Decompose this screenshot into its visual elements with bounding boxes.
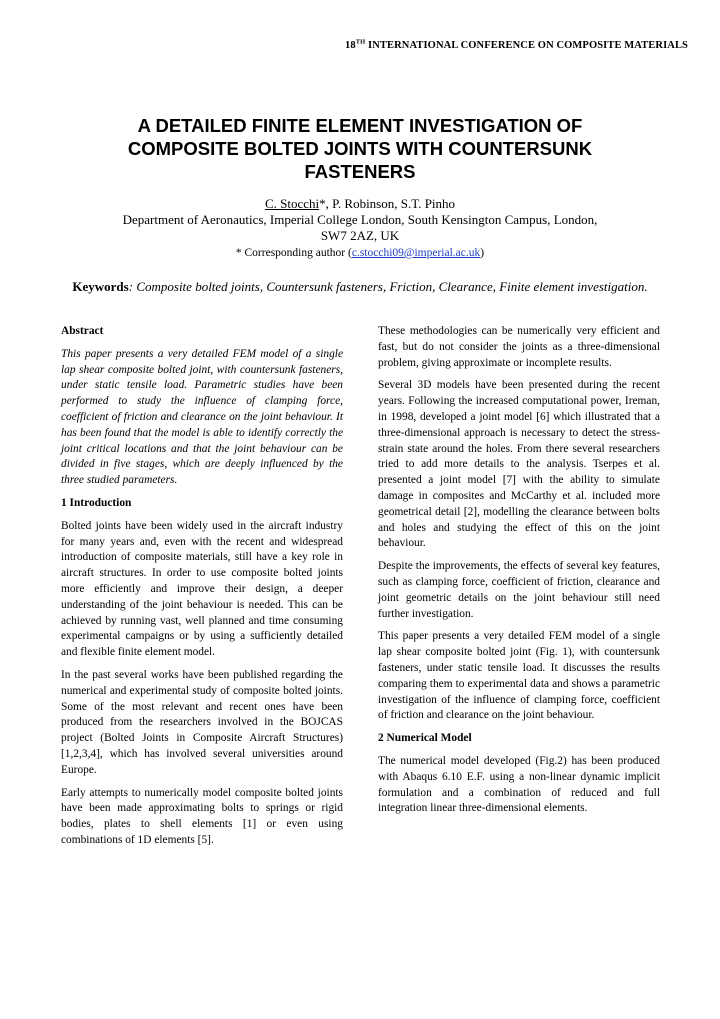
intro-paragraph-2: In the past several works have been published regarding the numerical and experimental study of composite bolted joints. Some of the most relevant and recent ones have been produced from the researchers involved in the BOJCAS project (Bolted Joints in Composite Aircraft Structures) [1,2,3,4], which has involved several universities around Europe. [61, 668, 343, 776]
left-column [61, 324, 343, 856]
numerical-model-heading: 2 Numerical Model [378, 732, 472, 745]
conf-name: INTERNATIONAL CONFERENCE ON COMPOSITE MATERIALS [365, 40, 688, 51]
abstract-heading: Abstract [61, 325, 104, 337]
intro-paragraph-1: Bolted joints have been widely used in the aircraft industry for many years and, even with the recent and widespread introduction of composite materials, still have a key role in aircraft structures. In order to use composite bolted joints more efficiently and improve their design, a deeper understanding of the joint behaviour is needed. This can be achieved by running vast, well planned and time consuming experimental campaigns or by using a sufficiently detailed and flexible finite element model. [61, 519, 343, 659]
corresponding-email-link[interactable]: c.stocchi09@imperial.ac.uk [351, 247, 481, 259]
keywords-text: Composite bolted joints, Countersunk fasteners, Friction, Clearance, Finite element investigation. [136, 279, 648, 294]
introduction-heading: 1 Introduction [61, 496, 132, 509]
keywords-label: Keywords [72, 279, 129, 294]
intro-paragraph-6: Despite the improvements, the effects of several key features, such as clamping force, coefficient of friction, clearance and joint geometric details on the joint behaviour still need further investigation. [378, 560, 660, 620]
corresponding-author [60, 246, 660, 260]
keywords-separator: : [128, 279, 137, 294]
abstract-text: This paper presents a very detailed FEM model of a single lap shear composite bolted joint, with countersunk fasteners, under static tensile load. Parametric studies have been performed to study the influence of clamping force, coefficient of friction and clearance on the joint behaviour. It has been found that the model is able to identify correctly the joint critical locations and that the joint behaviour can be divided in five stages, which are deeply influenced by the three studied parameters. [61, 347, 343, 487]
corresponding-suffix: ) [480, 247, 485, 259]
affiliation-line-1: Department of Aeronautics, Imperial College London, South Kensington Campus, London, [122, 212, 598, 227]
model-paragraph-1: The numerical model developed (Fig.2) has been produced with Abaqus 6.10 E.F. using a non-linear dynamic implicit formulation and a combination of reduced and full integration linear three-dimensional elements. [378, 754, 660, 815]
other-authors: *, P. Robinson, S.T. Pinho [319, 196, 456, 211]
affiliation-line-2: SW7 2AZ, UK [320, 228, 400, 243]
conf-number: 18 [345, 40, 356, 51]
title-line-1: A DETAILED FINITE ELEMENT INVESTIGATION OF [137, 115, 583, 136]
title-line-3: FASTENERS [304, 161, 416, 182]
intro-paragraph-3: Early attempts to numerically model composite bolted joints have been made approximating bolts to springs or rigid bodies, plates to shell elements [1] or even using combinations of 1D elements [5]. [61, 786, 343, 846]
intro-paragraph-5: Several 3D models have been presented during the recent years. Following the increased computational power, Ireman, in 1998, developed a joint model [6] which illustrated that a three-dimensional approach is necessary to detect the stress-strain state around the holes. From there several researchers tried to add more details to the analysis. Tserpes et al. presented a joint model [7] with the ability to simulate damage in composites and McCarthy et al. included more geometrical detail [2], modelling the clearance between bolts and holes and studying the effect of this on the joint behaviour. [378, 379, 660, 550]
affiliation [60, 212, 660, 244]
conf-number-suffix: TH [355, 38, 366, 46]
first-author: C. Stocchi [264, 196, 320, 211]
intro-paragraph-7: This paper presents a very detailed FEM model of a single lap shear composite bolted joint (Fig. 1), with countersunk fasteners, under static tensile load. It discusses the results comparing them to experimental data and shows a parametric investigation of the influence of clamping force, coefficient of friction and clearance on the joint behaviour. [378, 630, 660, 722]
corresponding-prefix: * Corresponding author ( [235, 247, 352, 259]
keywords [72, 278, 648, 295]
intro-paragraph-4: These methodologies can be numerically very efficient and fast, but do not consider the joints as a three-dimensional problem, giving approximate or incomplete results. [378, 325, 660, 369]
author-list [60, 196, 660, 212]
right-column [378, 324, 660, 824]
paper-title [90, 114, 630, 183]
conference-header [0, 40, 688, 51]
title-line-2: COMPOSITE BOLTED JOINTS WITH COUNTERSUNK [127, 138, 593, 159]
